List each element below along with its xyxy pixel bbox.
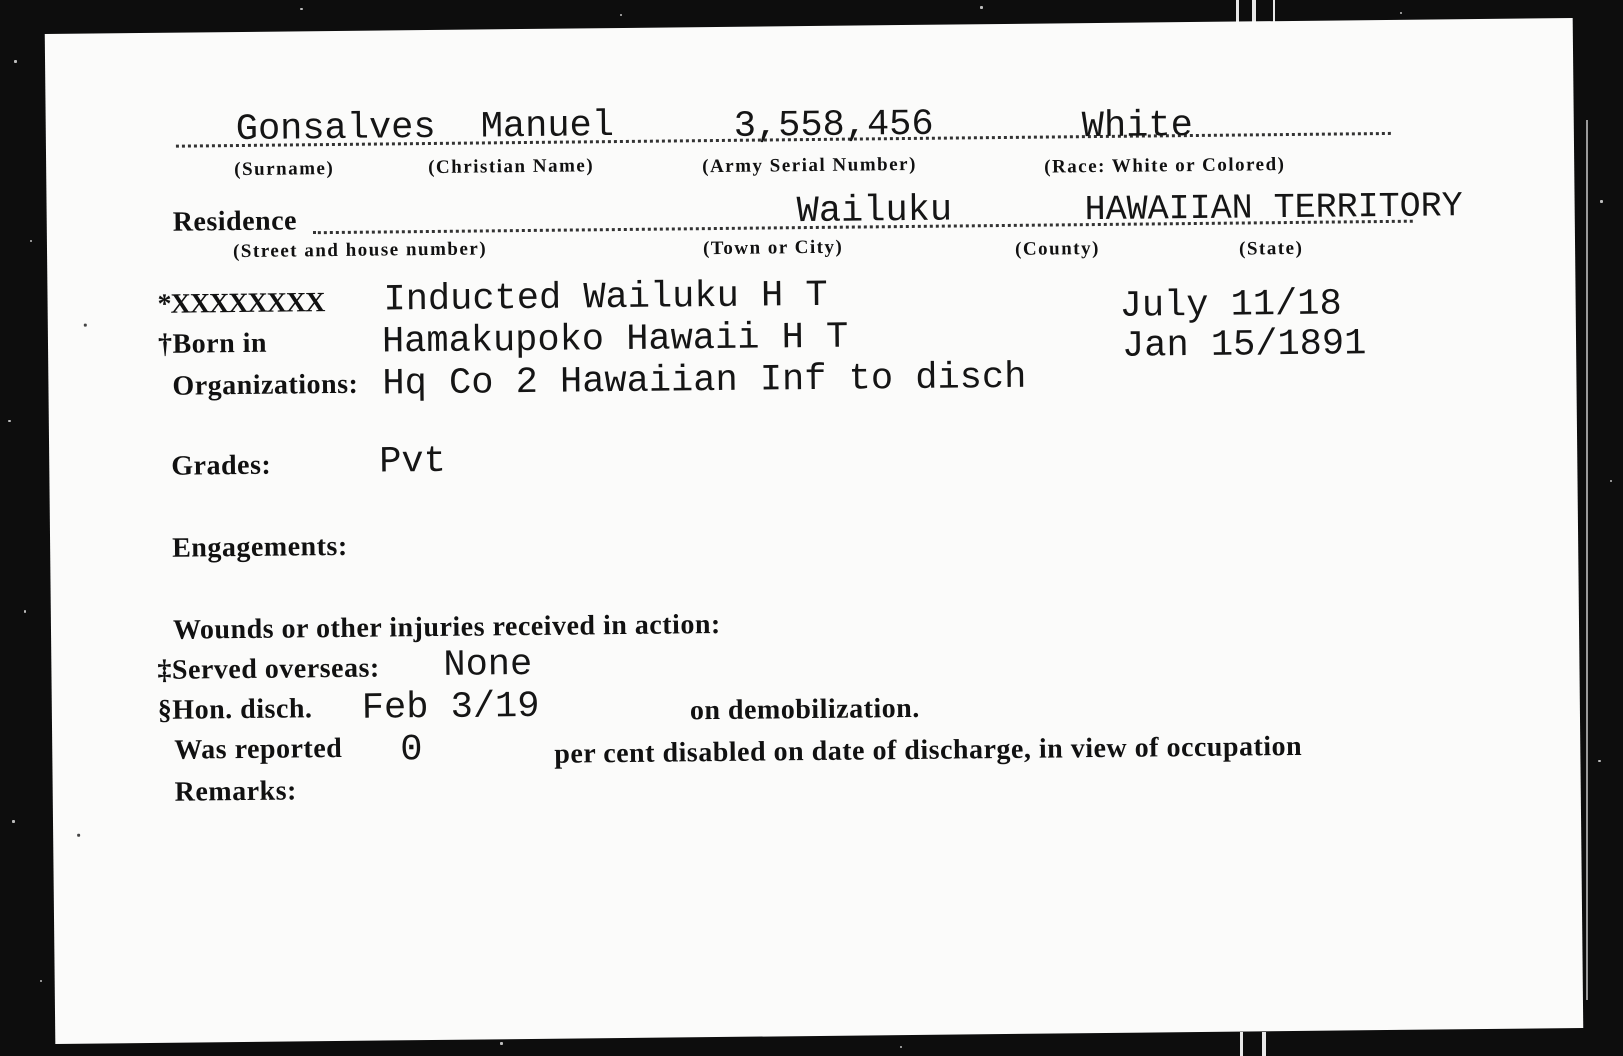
town-caption: (Town or City) bbox=[702, 236, 844, 260]
born-date: Jan 15/1891 bbox=[1121, 323, 1367, 368]
race-value: White bbox=[1081, 105, 1194, 149]
surname-caption: (Surname) bbox=[234, 158, 335, 181]
surname-value: Gonsalves bbox=[235, 106, 436, 152]
enlisted-value: Inducted Wailuku H T bbox=[383, 274, 828, 322]
reported-label: Was reported bbox=[174, 732, 343, 766]
born-label: †Born in bbox=[157, 327, 268, 360]
reported-suffix: per cent disabled on date of discharge, in view of occupation bbox=[554, 730, 1303, 770]
serial-number-caption: (Army Serial Number) bbox=[702, 153, 917, 178]
scan-speck bbox=[84, 324, 87, 327]
christian-name-caption: (Christian Name) bbox=[428, 155, 595, 179]
hon-disch-value: Feb 3/19 bbox=[361, 685, 540, 730]
organizations-label: Organizations: bbox=[172, 368, 359, 402]
reported-value: 0 bbox=[400, 729, 423, 772]
street-caption: (Street and house number) bbox=[232, 238, 488, 263]
served-overseas-value: None bbox=[443, 643, 533, 687]
enlisted-label: *XXXXXXXX bbox=[157, 287, 325, 320]
county-caption: (County) bbox=[1014, 237, 1101, 260]
enlisted-date: July 11/18 bbox=[1119, 283, 1342, 328]
born-value: Hamakupoko Hawaii H T bbox=[381, 316, 849, 364]
residence-label: Residence bbox=[172, 205, 298, 238]
grades-value: Pvt bbox=[379, 440, 447, 484]
wounds-label: Wounds or other injuries received in action: bbox=[172, 608, 721, 646]
engagements-label: Engagements: bbox=[171, 530, 348, 564]
state-caption: (State) bbox=[1238, 237, 1304, 260]
remarks-label: Remarks: bbox=[174, 775, 298, 808]
hon-disch-suffix: on demobilization. bbox=[689, 692, 920, 727]
hon-disch-label: §Hon. disch. bbox=[157, 693, 313, 726]
serial-number-value: 3,558,456 bbox=[733, 103, 934, 148]
service-record-card bbox=[45, 18, 1583, 1044]
race-caption: (Race: White or Colored) bbox=[1044, 154, 1286, 178]
grades-label: Grades: bbox=[171, 449, 272, 482]
scan-speck bbox=[77, 834, 80, 837]
christian-name-value: Manuel bbox=[480, 105, 615, 149]
town-value: Wailuku bbox=[796, 189, 953, 234]
served-overseas-label: ‡Served overseas: bbox=[157, 652, 380, 686]
organizations-value: Hq Co 2 Hawaiian Inf to disch bbox=[382, 356, 1027, 406]
state-value: HAWAIIAN TERRITORY bbox=[1084, 186, 1463, 231]
